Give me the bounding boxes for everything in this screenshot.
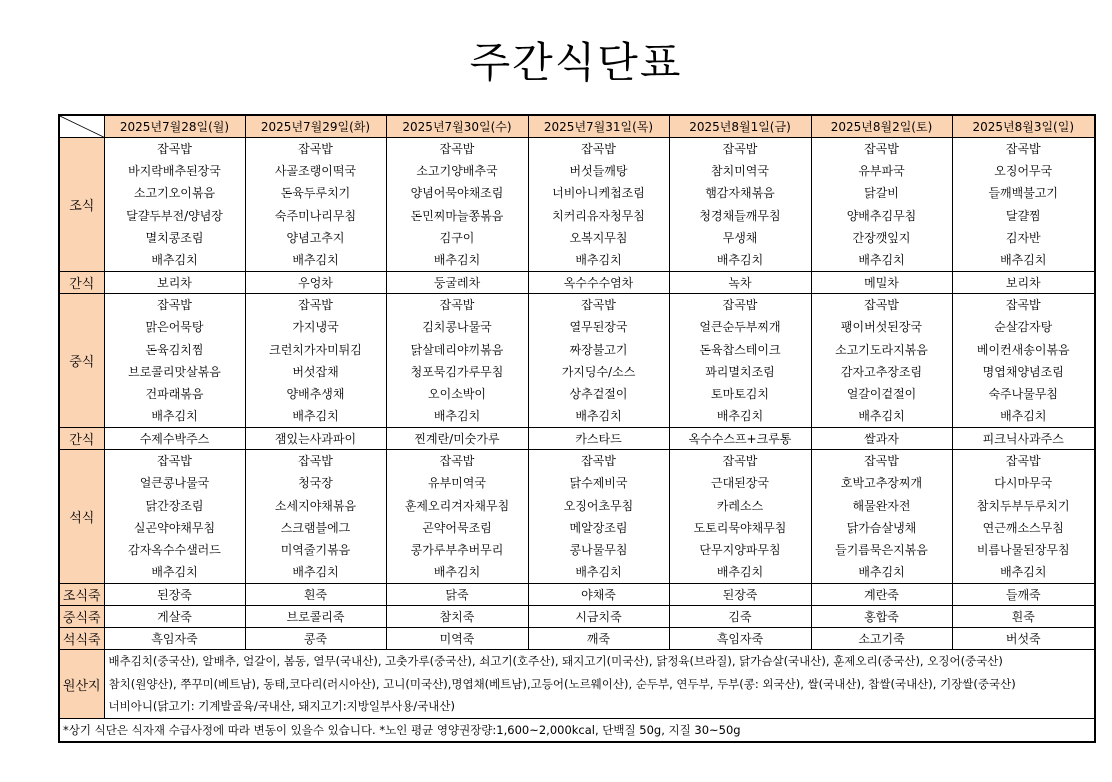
- porridge_breakfast-cell: 된장죽: [669, 584, 811, 606]
- menu-item: 닭가슴살냉채: [846, 520, 917, 535]
- snack1-cell: 녹차: [669, 272, 811, 294]
- menu-item: 배추김치: [292, 409, 339, 424]
- menu-item: 참치미역국: [711, 164, 769, 179]
- menu-item: 잡곡밥: [439, 142, 475, 156]
- menu-item: 잡곡밥: [439, 298, 475, 313]
- menu-item: 크런치가자미튀김: [269, 342, 362, 357]
- menu-item: 잡곡밥: [157, 298, 192, 313]
- menu-item: 단무지양파무침: [699, 543, 781, 557]
- menu-item: 맑은어묵탕: [145, 320, 204, 335]
- dinner-cell: [952, 450, 1095, 584]
- menu-item: 배추김치: [1000, 409, 1047, 424]
- snack1-cell: 둥굴레차: [386, 272, 528, 294]
- diagonal-line: [60, 116, 104, 137]
- lunch-cell: [669, 294, 811, 428]
- menu-item: 양념어묵야채조림: [410, 186, 504, 201]
- day-header: 2025년8월1일(금): [669, 115, 811, 138]
- menu-item: 돈민찌마늘쫑볶음: [410, 208, 504, 223]
- menu-item: 바지락배추된장국: [128, 164, 221, 179]
- menu-item: 도토리묵야채무침: [693, 520, 787, 535]
- menu-item: 건파래볶음: [145, 386, 204, 401]
- menu-item: 소세지야채볶음: [274, 498, 357, 513]
- menu-item: 잡곡밥: [864, 298, 899, 313]
- menu-item: 배추김치: [716, 252, 764, 267]
- porridge_breakfast-cell: 흰죽: [245, 584, 386, 606]
- menu-item: 유부파국: [858, 164, 905, 179]
- dinner-cell: [386, 450, 528, 584]
- porridge_lunch-cell: 시금치죽: [528, 606, 669, 628]
- porridge_dinner-cell: 흑임자죽: [669, 628, 811, 650]
- day-header: 2025년8월3일(일): [952, 115, 1095, 138]
- menu-item: 배추김치: [575, 565, 622, 580]
- porridge_breakfast-cell: 계란죽: [811, 584, 952, 606]
- snack1-cell: 보리차: [104, 272, 245, 294]
- menu-item: 돈육찹스테이크: [699, 342, 781, 357]
- menu-item: 청국장: [298, 476, 333, 491]
- snack1-cell: 메밀차: [811, 272, 952, 294]
- menu-item: 잡곡밥: [581, 454, 616, 469]
- menu-item: 배추김치: [716, 565, 764, 580]
- menu-item: 배추김치: [716, 409, 764, 424]
- lunch-cell: [386, 294, 528, 428]
- menu-item: 다시마무국: [994, 476, 1053, 491]
- breakfast-cell: [528, 138, 669, 272]
- menu-item: 잡곡밥: [864, 454, 899, 469]
- menu-item: 치커리유자청무침: [552, 208, 645, 223]
- lunch-cell: [811, 294, 952, 428]
- origin-info: [104, 650, 1095, 719]
- menu-item: 콩나물무침: [569, 543, 628, 557]
- menu-item: 양배추김무침: [846, 208, 917, 223]
- menu-item: 열무된장국: [569, 320, 628, 335]
- menu-item: 팽이버섯된장국: [840, 320, 923, 335]
- menu-item: 배추김치: [1000, 565, 1047, 580]
- menu-item: 가지냉국: [292, 320, 339, 335]
- menu-item: 숙주미나리무침: [274, 208, 357, 223]
- day-header: 2025년7월31일(목): [528, 115, 669, 138]
- menu-item: 메알장조림: [569, 520, 628, 535]
- menu-item: 가지딩수/소스: [561, 364, 636, 379]
- menu-item: 소고기도라지볶음: [835, 342, 928, 357]
- menu-item: 멸치콩조림: [145, 230, 204, 245]
- menu-item: 배추김치: [858, 409, 905, 424]
- menu-item: 사골조랭이떡국: [274, 164, 357, 179]
- origin-line: 참치(원양산), 쭈꾸미(베트남), 동태,코다리(러시아산), 고니(미국산),명엽채(베트남),고등어(노르웨이산), 순두부, 연두부, 두부(콩: 외국산), 쌀(국내산), 찹쌀(국내산), 기장쌀(중국산): [108, 676, 1016, 691]
- porridge_dinner-cell: 깨죽: [528, 628, 669, 650]
- menu-item: 곤약어묵조림: [422, 520, 492, 535]
- menu-item: 소고기오이볶음: [133, 186, 216, 201]
- porridge_lunch-cell: 참치죽: [386, 606, 528, 628]
- porridge_lunch-cell: 김죽: [669, 606, 811, 628]
- menu-item: 간장깻잎지: [852, 230, 911, 245]
- porridge_dinner-cell: 콩죽: [245, 628, 386, 650]
- snack2-cell: 수제수박주스: [104, 428, 245, 450]
- porridge_lunch-cell: 브로콜리죽: [245, 606, 386, 628]
- menu-item: 배추김치: [151, 409, 198, 424]
- origin-line: 너비아니(닭고기: 기계발골육/국내산, 돼지고기:지방일부사용/국내산): [108, 699, 455, 714]
- menu-item: 베이컨새송이볶음: [976, 342, 1070, 357]
- menu-item: 연근깨소스무침: [982, 520, 1064, 535]
- lunch-cell: [104, 294, 245, 428]
- menu-item: 참치두부두루치기: [976, 498, 1070, 513]
- porridge_dinner-cell: 소고기죽: [811, 628, 952, 650]
- porridge_breakfast-cell: 닭죽: [386, 584, 528, 606]
- menu-item: 잡곡밥: [581, 298, 616, 313]
- menu-item: 돈육두루치기: [280, 186, 351, 201]
- day-header: 2025년7월29일(화): [245, 115, 386, 138]
- menu-item: 스크램블에그: [280, 520, 351, 535]
- menu-item: 배추김치: [858, 565, 905, 580]
- menu-item: 잡곡밥: [581, 142, 616, 156]
- menu-item: 유부미역국: [428, 476, 486, 491]
- menu-item: 잡곡밥: [439, 454, 475, 469]
- porridge_breakfast-cell: 된장죽: [104, 584, 245, 606]
- menu-item: 호박고추장찌개: [840, 476, 923, 491]
- snack2-cell: 잼있는사과파이: [245, 428, 386, 450]
- breakfast-cell: [952, 138, 1095, 272]
- menu-item: 짜장불고기: [569, 342, 628, 357]
- menu-item: 잡곡밥: [157, 454, 192, 469]
- menu-item: 배추김치: [858, 252, 905, 267]
- menu-item: 너비아니케첩조림: [552, 186, 645, 201]
- row-label-dinner: 석식: [59, 450, 104, 584]
- menu-item: 잡곡밥: [298, 454, 333, 469]
- menu-item: 꽈리멸치조림: [705, 364, 775, 379]
- porridge_dinner-cell: 미역죽: [386, 628, 528, 650]
- menu-item: 잡곡밥: [298, 298, 333, 313]
- menu-item: 양념고추지: [286, 230, 345, 245]
- menu-item: 배추김치: [292, 565, 339, 580]
- menu-item: 오이소박이: [428, 386, 486, 401]
- porridge_dinner-cell: 버섯죽: [952, 628, 1095, 650]
- breakfast-cell: [245, 138, 386, 272]
- snack1-cell: 보리차: [952, 272, 1095, 294]
- page-title: 주간식단표: [469, 38, 683, 87]
- menu-item: 배추김치: [575, 252, 622, 267]
- menu-item: 잡곡밥: [298, 142, 333, 156]
- snack2-cell: 피크닉사과주스: [952, 428, 1095, 450]
- menu-item: 닭간장조림: [145, 498, 204, 513]
- row-label-snack2: 간식: [59, 428, 104, 450]
- menu-item: 카레소스: [716, 498, 764, 513]
- menu-item: 양배추생채: [286, 386, 345, 401]
- day-header: 2025년7월28일(월): [104, 115, 245, 138]
- porridge_dinner-cell: 흑임자죽: [104, 628, 245, 650]
- menu-item: 숙주나물무침: [988, 386, 1059, 401]
- menu-item: 배추김치: [292, 252, 339, 267]
- menu-item: 잡곡밥: [157, 142, 192, 156]
- menu-item: 훈제오리겨자채무침: [404, 498, 510, 513]
- menu-item: 감자옥수수샐러드: [128, 543, 221, 557]
- menu-item: 닭갈비: [864, 186, 899, 201]
- menu-item: 배추김치: [1000, 252, 1047, 267]
- menu-item: 얼큰순두부찌개: [699, 320, 781, 335]
- row-label-porridge_dinner: 석식죽: [59, 628, 104, 650]
- row-label-porridge_breakfast: 조식죽: [59, 584, 104, 606]
- row-label-snack1: 간식: [59, 272, 104, 294]
- menu-item: 돈육김치찜: [145, 342, 204, 357]
- lunch-cell: [528, 294, 669, 428]
- menu-item: 청경채들깨무침: [699, 208, 781, 223]
- porridge_breakfast-cell: 야채죽: [528, 584, 669, 606]
- menu-item: 닭수제비국: [569, 476, 628, 491]
- menu-item: 배추김치: [433, 252, 481, 267]
- day-header: 2025년8월2일(토): [811, 115, 952, 138]
- menu-item: 잡곡밥: [722, 298, 758, 313]
- menu-item: 청포묵김가루무침: [410, 364, 504, 379]
- footnote: *상기 식단은 식자재 수급사정에 따라 변동이 있을수 있습니다. *노인 평균 영양권장량:1,600~2,000kcal, 단백질 50g, 지질 30~50g: [59, 718, 1095, 742]
- menu-item: 오복지무침: [569, 230, 628, 245]
- menu-item: 브로콜리맛살볶음: [128, 364, 221, 379]
- snack1-cell: 우엉차: [245, 272, 386, 294]
- lunch-cell: [245, 294, 386, 428]
- menu-item: 얼큰콩나물국: [139, 476, 210, 491]
- menu-item: 비름나물된장무침: [976, 543, 1070, 557]
- weekly-menu-table: [58, 114, 1096, 743]
- menu-item: 콩가루부추버무리: [410, 543, 504, 557]
- breakfast-cell: [386, 138, 528, 272]
- menu-item: 들기름묵은지볶음: [835, 543, 928, 557]
- snack2-cell: 옥수수스프+크루통: [669, 428, 811, 450]
- menu-item: 김치콩나물국: [422, 320, 492, 335]
- menu-item: 해물완자전: [852, 498, 911, 513]
- snack2-cell: 카스타드: [528, 428, 669, 450]
- menu-item: 잡곡밥: [1005, 454, 1041, 469]
- porridge_breakfast-cell: 들깨죽: [952, 584, 1095, 606]
- menu-item: 무생채: [722, 230, 758, 245]
- menu-item: 닭살데리야끼볶음: [410, 342, 504, 357]
- menu-item: 잡곡밥: [1005, 142, 1041, 156]
- row-label-origin: 원산지: [59, 650, 104, 719]
- row-label-breakfast: 조식: [59, 138, 104, 272]
- snack1-cell: 옥수수수염차: [528, 272, 669, 294]
- menu-item: 실곤약야채무침: [133, 520, 216, 535]
- breakfast-cell: [669, 138, 811, 272]
- menu-item: 잡곡밥: [722, 454, 758, 469]
- dinner-cell: [811, 450, 952, 584]
- menu-item: 잡곡밥: [864, 142, 899, 156]
- menu-item: 들깨백불고기: [988, 186, 1059, 201]
- dinner-cell: [669, 450, 811, 584]
- lunch-cell: [952, 294, 1095, 428]
- menu-item: 소고기양배추국: [416, 164, 498, 179]
- menu-item: 감자고추장조림: [840, 364, 923, 379]
- menu-item: 잡곡밥: [722, 142, 758, 156]
- breakfast-cell: [104, 138, 245, 272]
- day-header: 2025년7월30일(수): [386, 115, 528, 138]
- menu-item: 달걀찜: [1005, 208, 1041, 223]
- menu-item: 배추김치: [433, 409, 481, 424]
- menu-item: 토마토김치: [711, 386, 769, 401]
- menu-item: 배추김치: [575, 409, 622, 424]
- menu-item: 김구이: [439, 230, 475, 245]
- menu-item: 버섯잡채: [292, 364, 339, 379]
- porridge_lunch-cell: 게살죽: [104, 606, 245, 628]
- menu-item: 배추김치: [151, 252, 198, 267]
- row-label-porridge_lunch: 중식죽: [59, 606, 104, 628]
- porridge_lunch-cell: 홍합죽: [811, 606, 952, 628]
- dinner-cell: [104, 450, 245, 584]
- menu-item: 달걀두부전/양념장: [126, 208, 223, 223]
- dinner-cell: [245, 450, 386, 584]
- menu-item: 상추겉절이: [569, 386, 628, 401]
- snack2-cell: 쌀과자: [811, 428, 952, 450]
- menu-item: 순살감자탕: [994, 320, 1053, 335]
- breakfast-cell: [811, 138, 952, 272]
- menu-item: 오징어무국: [994, 164, 1053, 179]
- menu-item: 미역줄기볶음: [280, 543, 351, 557]
- menu-item: 잡곡밥: [1005, 298, 1041, 313]
- menu-item: 햄감자채볶음: [705, 186, 775, 201]
- menu-item: 김자반: [1005, 230, 1041, 245]
- menu-item: 오징어초무침: [563, 498, 634, 513]
- menu-item: 근대된장국: [711, 476, 769, 491]
- menu-item: 명엽채양념조림: [982, 364, 1064, 379]
- origin-line: 배추김치(중국산), 알배추, 얼갈이, 봄동, 열무(국내산), 고춧가루(중국산), 쇠고기(호주산), 돼지고기(미국산), 닭정육(브라질), 닭가슴살(국내산), 훈제오리(중국산), 오징어(중국산): [108, 654, 1003, 669]
- row-label-lunch: 중식: [59, 294, 104, 428]
- corner-cell: [59, 115, 104, 138]
- porridge_lunch-cell: 흰죽: [952, 606, 1095, 628]
- menu-item: 배추김치: [433, 565, 481, 580]
- menu-item: 배추김치: [151, 565, 198, 580]
- menu-item: 얼갈이겉절이: [846, 386, 917, 401]
- menu-item: 버섯들깨탕: [569, 164, 628, 179]
- snack2-cell: 찐계란/미숫가루: [386, 428, 528, 450]
- dinner-cell: [528, 450, 669, 584]
